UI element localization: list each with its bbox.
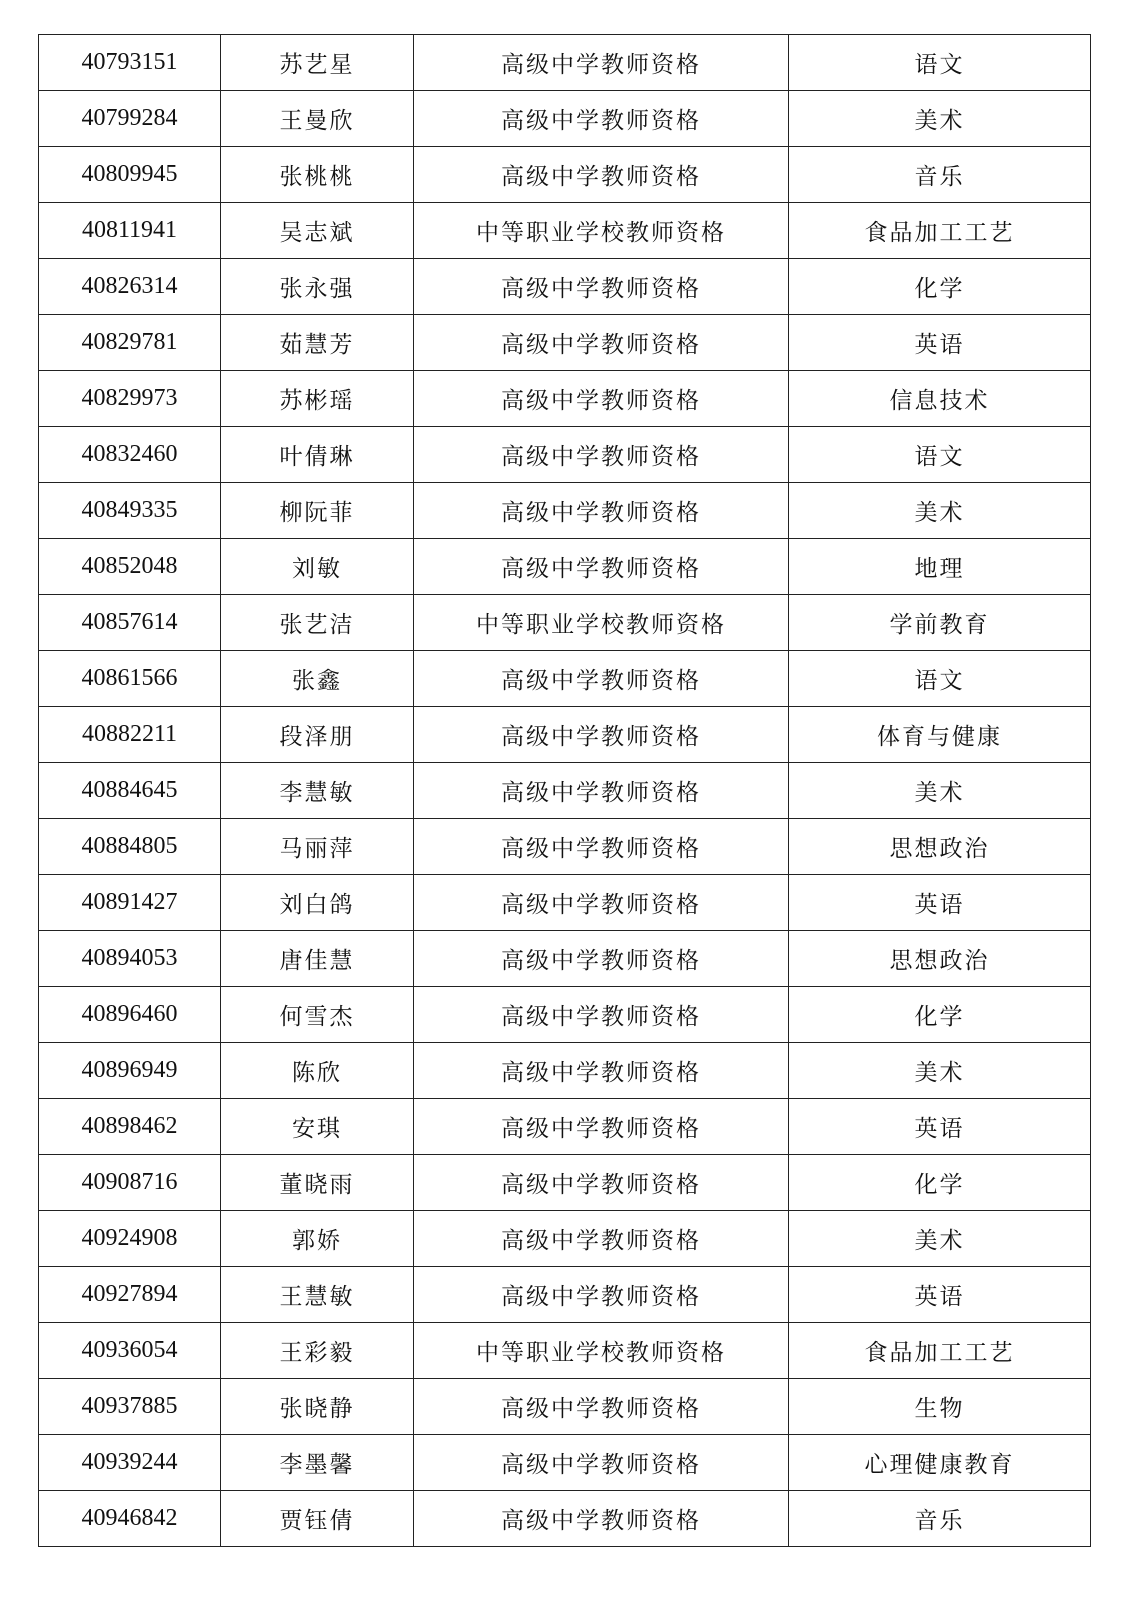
table-row bbox=[39, 483, 1091, 539]
candidate-name-cell: 郭娇 bbox=[221, 1211, 414, 1267]
table-row bbox=[39, 1379, 1091, 1435]
candidate-id-cell: 40811941 bbox=[39, 203, 221, 259]
table-row bbox=[39, 931, 1091, 987]
candidate-id-cell: 40936054 bbox=[39, 1323, 221, 1379]
candidate-id-cell: 40829973 bbox=[39, 371, 221, 427]
table-row bbox=[39, 1491, 1091, 1547]
subject-cell: 英语 bbox=[789, 315, 1091, 371]
candidate-id-cell: 40896460 bbox=[39, 987, 221, 1043]
table-row bbox=[39, 1323, 1091, 1379]
table-row bbox=[39, 707, 1091, 763]
table-row bbox=[39, 91, 1091, 147]
candidate-id-cell: 40826314 bbox=[39, 259, 221, 315]
qualification-type-cell: 高级中学教师资格 bbox=[414, 539, 789, 595]
candidate-name-cell: 刘白鸽 bbox=[221, 875, 414, 931]
subject-cell: 音乐 bbox=[789, 147, 1091, 203]
candidate-name-cell: 董晓雨 bbox=[221, 1155, 414, 1211]
candidate-name-cell: 贾钰倩 bbox=[221, 1491, 414, 1547]
candidate-id-cell: 40793151 bbox=[39, 35, 221, 91]
qualification-type-cell: 高级中学教师资格 bbox=[414, 819, 789, 875]
table-row bbox=[39, 651, 1091, 707]
document-page bbox=[38, 34, 1090, 1547]
candidate-id-cell: 40924908 bbox=[39, 1211, 221, 1267]
qualification-type-cell: 高级中学教师资格 bbox=[414, 651, 789, 707]
table-row bbox=[39, 819, 1091, 875]
subject-cell: 美术 bbox=[789, 483, 1091, 539]
table-row bbox=[39, 315, 1091, 371]
subject-cell: 体育与健康 bbox=[789, 707, 1091, 763]
qualification-type-cell: 高级中学教师资格 bbox=[414, 427, 789, 483]
qualification-type-cell: 高级中学教师资格 bbox=[414, 931, 789, 987]
subject-cell: 食品加工工艺 bbox=[789, 203, 1091, 259]
candidate-id-cell: 40898462 bbox=[39, 1099, 221, 1155]
table-row bbox=[39, 595, 1091, 651]
table-row bbox=[39, 35, 1091, 91]
subject-cell: 化学 bbox=[789, 1155, 1091, 1211]
subject-cell: 心理健康教育 bbox=[789, 1435, 1091, 1491]
candidate-id-cell: 40937885 bbox=[39, 1379, 221, 1435]
subject-cell: 地理 bbox=[789, 539, 1091, 595]
qualification-type-cell: 高级中学教师资格 bbox=[414, 1099, 789, 1155]
candidate-name-cell: 段泽朋 bbox=[221, 707, 414, 763]
candidate-id-cell: 40852048 bbox=[39, 539, 221, 595]
table-row bbox=[39, 1043, 1091, 1099]
subject-cell: 英语 bbox=[789, 1267, 1091, 1323]
candidate-id-cell: 40884645 bbox=[39, 763, 221, 819]
candidate-name-cell: 张桃桃 bbox=[221, 147, 414, 203]
qualification-type-cell: 高级中学教师资格 bbox=[414, 371, 789, 427]
qualification-type-cell: 中等职业学校教师资格 bbox=[414, 595, 789, 651]
candidate-name-cell: 马丽萍 bbox=[221, 819, 414, 875]
table-row bbox=[39, 203, 1091, 259]
candidate-id-cell: 40809945 bbox=[39, 147, 221, 203]
candidate-id-cell: 40939244 bbox=[39, 1435, 221, 1491]
candidate-name-cell: 张晓静 bbox=[221, 1379, 414, 1435]
candidate-id-cell: 40896949 bbox=[39, 1043, 221, 1099]
subject-cell: 思想政治 bbox=[789, 819, 1091, 875]
candidate-name-cell: 刘敏 bbox=[221, 539, 414, 595]
candidate-name-cell: 张艺洁 bbox=[221, 595, 414, 651]
subject-cell: 化学 bbox=[789, 259, 1091, 315]
subject-cell: 食品加工工艺 bbox=[789, 1323, 1091, 1379]
subject-cell: 语文 bbox=[789, 35, 1091, 91]
candidate-name-cell: 何雪杰 bbox=[221, 987, 414, 1043]
qualification-type-cell: 高级中学教师资格 bbox=[414, 875, 789, 931]
qualification-type-cell: 中等职业学校教师资格 bbox=[414, 203, 789, 259]
candidate-id-cell: 40799284 bbox=[39, 91, 221, 147]
qualification-type-cell: 高级中学教师资格 bbox=[414, 1267, 789, 1323]
subject-cell: 美术 bbox=[789, 1043, 1091, 1099]
candidate-id-cell: 40908716 bbox=[39, 1155, 221, 1211]
table-row bbox=[39, 371, 1091, 427]
candidate-id-cell: 40849335 bbox=[39, 483, 221, 539]
candidate-name-cell: 陈欣 bbox=[221, 1043, 414, 1099]
qualification-type-cell: 中等职业学校教师资格 bbox=[414, 1323, 789, 1379]
candidate-id-cell: 40882211 bbox=[39, 707, 221, 763]
subject-cell: 信息技术 bbox=[789, 371, 1091, 427]
subject-cell: 生物 bbox=[789, 1379, 1091, 1435]
candidate-name-cell: 张鑫 bbox=[221, 651, 414, 707]
table-row bbox=[39, 1211, 1091, 1267]
qualification-type-cell: 高级中学教师资格 bbox=[414, 1043, 789, 1099]
teacher-qualification-table bbox=[38, 34, 1091, 1547]
table-row bbox=[39, 1155, 1091, 1211]
subject-cell: 思想政治 bbox=[789, 931, 1091, 987]
table-row bbox=[39, 763, 1091, 819]
candidate-id-cell: 40832460 bbox=[39, 427, 221, 483]
qualification-type-cell: 高级中学教师资格 bbox=[414, 707, 789, 763]
qualification-type-cell: 高级中学教师资格 bbox=[414, 987, 789, 1043]
subject-cell: 化学 bbox=[789, 987, 1091, 1043]
table-row bbox=[39, 1267, 1091, 1323]
qualification-type-cell: 高级中学教师资格 bbox=[414, 91, 789, 147]
table-row bbox=[39, 1435, 1091, 1491]
qualification-type-cell: 高级中学教师资格 bbox=[414, 315, 789, 371]
subject-cell: 美术 bbox=[789, 763, 1091, 819]
candidate-name-cell: 苏艺星 bbox=[221, 35, 414, 91]
qualification-type-cell: 高级中学教师资格 bbox=[414, 1155, 789, 1211]
candidate-id-cell: 40891427 bbox=[39, 875, 221, 931]
qualification-type-cell: 高级中学教师资格 bbox=[414, 1211, 789, 1267]
candidate-id-cell: 40861566 bbox=[39, 651, 221, 707]
table-body bbox=[39, 35, 1091, 1547]
subject-cell: 英语 bbox=[789, 875, 1091, 931]
subject-cell: 语文 bbox=[789, 651, 1091, 707]
candidate-id-cell: 40857614 bbox=[39, 595, 221, 651]
table-row bbox=[39, 539, 1091, 595]
subject-cell: 美术 bbox=[789, 1211, 1091, 1267]
table-row bbox=[39, 427, 1091, 483]
candidate-name-cell: 唐佳慧 bbox=[221, 931, 414, 987]
table-row bbox=[39, 875, 1091, 931]
candidate-name-cell: 李墨馨 bbox=[221, 1435, 414, 1491]
subject-cell: 英语 bbox=[789, 1099, 1091, 1155]
qualification-type-cell: 高级中学教师资格 bbox=[414, 259, 789, 315]
table-row bbox=[39, 259, 1091, 315]
candidate-name-cell: 茹慧芳 bbox=[221, 315, 414, 371]
table-row bbox=[39, 147, 1091, 203]
candidate-name-cell: 张永强 bbox=[221, 259, 414, 315]
subject-cell: 语文 bbox=[789, 427, 1091, 483]
qualification-type-cell: 高级中学教师资格 bbox=[414, 1379, 789, 1435]
candidate-name-cell: 王慧敏 bbox=[221, 1267, 414, 1323]
candidate-name-cell: 王曼欣 bbox=[221, 91, 414, 147]
candidate-id-cell: 40884805 bbox=[39, 819, 221, 875]
table-row bbox=[39, 1099, 1091, 1155]
qualification-type-cell: 高级中学教师资格 bbox=[414, 763, 789, 819]
candidate-id-cell: 40927894 bbox=[39, 1267, 221, 1323]
candidate-name-cell: 王彩毅 bbox=[221, 1323, 414, 1379]
candidate-id-cell: 40946842 bbox=[39, 1491, 221, 1547]
qualification-type-cell: 高级中学教师资格 bbox=[414, 1435, 789, 1491]
candidate-name-cell: 吴志斌 bbox=[221, 203, 414, 259]
subject-cell: 学前教育 bbox=[789, 595, 1091, 651]
table-row bbox=[39, 987, 1091, 1043]
qualification-type-cell: 高级中学教师资格 bbox=[414, 1491, 789, 1547]
subject-cell: 音乐 bbox=[789, 1491, 1091, 1547]
candidate-name-cell: 柳阮菲 bbox=[221, 483, 414, 539]
qualification-type-cell: 高级中学教师资格 bbox=[414, 35, 789, 91]
candidate-id-cell: 40829781 bbox=[39, 315, 221, 371]
subject-cell: 美术 bbox=[789, 91, 1091, 147]
candidate-name-cell: 叶倩琳 bbox=[221, 427, 414, 483]
qualification-type-cell: 高级中学教师资格 bbox=[414, 483, 789, 539]
candidate-name-cell: 苏彬瑶 bbox=[221, 371, 414, 427]
candidate-name-cell: 李慧敏 bbox=[221, 763, 414, 819]
candidate-id-cell: 40894053 bbox=[39, 931, 221, 987]
qualification-type-cell: 高级中学教师资格 bbox=[414, 147, 789, 203]
candidate-name-cell: 安琪 bbox=[221, 1099, 414, 1155]
